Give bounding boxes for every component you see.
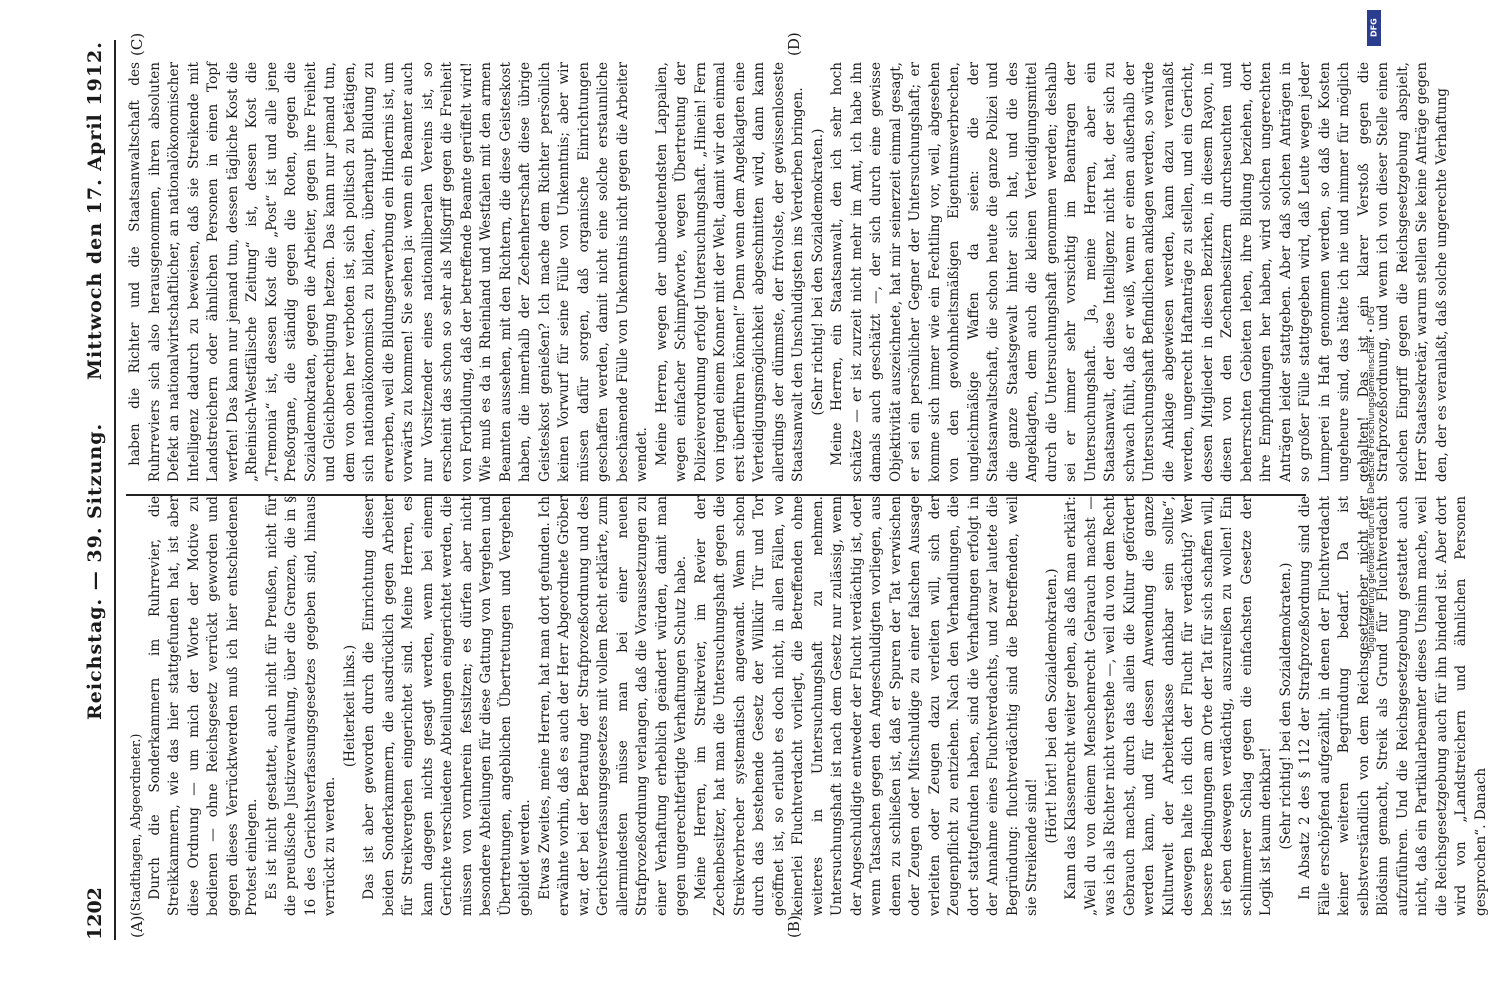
paragraph: (Stadthagen, Abgeordneter.) bbox=[128, 733, 143, 916]
paragraph: In Absatz 2 des § 112 der Strafprozeßordnung sind die Fälle erschöpfend aufgezählt, in denen der Fluchtverdacht keiner weiteren Begründung bedarf. Da ist selbstverständlich von dem Reichsgesetzgeber nicht der Blödsinn gemacht, Streik als Grund für Fluchtverdacht aufzuführen. Und die Reichsgesetzgebung gestattet auch nicht, daß ein Partikularbeamter dieses Unsinn mache, weil die Reichsgesetzgebung auch für ihn bindend ist. Aber dort wird von „Landstreichern und ähnlichen Personen gesprochen“. Danach bbox=[1297, 496, 1489, 916]
column-divider bbox=[126, 494, 1306, 496]
paragraph: Meine Herren, ein Staatsanwalt, den ich sehr hoch schätze — er ist zurzeit nicht mehr im Amt, ich habe ihn damals auch geschätzt —, der sich durch eine gewisse Objektivität auszeichnete, hat mir seinerzeit einmal gesagt, er sei ein persönlicher Gegner der Untersuchungshaft; er komme sich immer wie ein Fechtling vor, weil, abgesehen von den gewohnheitsmäßigen Eigentumsverbrechen, ungleichmäßige Waffen da seien: die der Staatsanwaltschaft, die schon heute die ganze Polizei und die ganze Staatsgewalt hinter sich hat, und die des Angeklagten, dem auch die kleinen Verteidigungsmittel durch die Untersuchungshaft genommen werden; deshalb sei er immer sehr vorsichtig im Beantragen der Untersuchungshaft. Ja, meine Herren, aber ein Staatsanwalt, der diese Intelligenz nicht hat, der sich zu schwach fühlt, daß er weiß, wenn er einen außerhalb der Untersuchungshaft Befindlichen anklagen werden, so würde die Anklage abgewiesen werden, kann dazu veranlaßt werden, ungerecht Haftanträge zu stellen, und ein Gericht, dessen Mitglieder in diesen Bezirken, in diesem Rayon, in diesen von den Zechenbesitzern durchseuchten und beherrschten Gebieten leben, ihre Bildung beziehen, dort ihre Empfindungen her haben, wird solchen ungerechten Anträgen leider stattgeben. Aber daß solchen Anträgen in so großer Fülle stattgegeben wird, daß Leute wegen jeder Lumperei in Haft genommen werden, so daß die Kosten ungeheure sind, das hätte ich nie und nimmer für möglich gehalten! Das ist ein klarer Verstoß gegen die Strafprozeßordnung, und wenn ich von dieser Stelle einen solchen Eingriff gegen die Reichsgesetzgebung abspielt, Herr Staatssekretär, warum stellen Sie keine Anträge gegen den, der es veranlaßt, daß solche ungerechte Verhaftung bbox=[829, 62, 1450, 482]
paragraph: Durch die Sonderkammern im Ruhrrevier, die Streikkammern, wie das hier stattgefunden hat, ist aber diese Ordnung — um mich der Worte der Motive zu bedienen — ohne Reichsgesetz verrückt geworden und gegen dieses Verrücktwerden muß ich hier entschiedenen Protest einlegen. bbox=[146, 496, 260, 916]
page-number: 1202 bbox=[84, 887, 106, 940]
interjection: (Sehr richtig! bei den Sozialdemokraten.) bbox=[809, 128, 826, 416]
margin-marker-d: (D) bbox=[785, 32, 803, 56]
interjection: (Heiterkeit links.) bbox=[341, 644, 358, 768]
interjection: (Sehr richtig! bei den Sozialdemokraten.) bbox=[1277, 562, 1294, 850]
session-title: Reichstag. — 39. Sitzung. bbox=[84, 422, 106, 720]
digitization-credit: Digitalisierung gefördert durch die Deutsche Forschungsgemeinschaft • DFG bbox=[1367, 306, 1377, 652]
paragraph: Meine Herren, im Streikrevier, im Revier der Zechenbesitzer, hat man die Untersuchungshaft gegen die Streikverbrecher systematisch angewandt. Wenn schon durch das bestehende Gesetz der Willkür Tür und Tor geöffnet ist, so erlaubt es doch nicht, in allen Fällen, wo keinerlei Fluchtverdacht vorliegt, die Betreffenden ohne weiteres in Untersuchungshaft zu nehmen. Untersuchungshaft ist nach dem Gesetz nur zulässig, wenn der Angeschuldigte entweder der Flucht verdächtig ist, oder wenn Tatsachen gegen den Angeschuldigten vorliegen, aus denen zu schließen ist, daß er Spuren der Tat verwischen oder Zeugen oder Mitschuldige zu einer falschen Aussage verleiten oder Zeugen dazu verleiten will, sich der Zeugenpflicht zu entziehen. Nach den Verhandlungen, die dort stattgefunden haben, sind die Verhaftungen erfolgt in der Annahme eines Fluchtverdachts, und zwar lautete die Begründung: fluchtverdächtig sind die Betreffenden, weil sie Streikende sind! bbox=[692, 496, 1040, 916]
left-column bbox=[126, 496, 1489, 916]
paragraph: Es ist nicht gestattet, auch nicht für Preußen, nicht für die preußische Justizverwaltung, über die Grenzen, die in § 16 des Gerichtsverfassungsgesetzes gegeben sind, hinaus verrückt zu werden. bbox=[263, 496, 338, 916]
paragraph: Das ist aber geworden durch die Einrichtung dieser beiden Sonderkammern, die ausdrücklich gegen Arbeiter für Streikvergehen eingerichtet sind. Meine Herren, es kann dagegen nichts gesagt werden, wenn bei einem Gerichte verschiedene Abteilungen eingerichtet werden, die müssen von vornherein festsitzen; es dürfen aber nicht besondere Abteilungen für diese Gattung von Vergehen und Übertretungen, angeblichen Übertretungen und Vergehen gebildet werden. bbox=[361, 496, 533, 916]
session-date: Mittwoch den 17. April 1912. bbox=[84, 41, 106, 380]
paragraph: Etwas Zweites, meine Herren, hat man dort gefunden. Ich erwähnte vorhin, daß es auch der Herr Abgeordnete Gröber war, der bei der Beratung der Strafprozeßordnung und des Gerichtsverfassungsgesetzes mit vollem Recht erklärte, zum allermindesten müsse man bei einer neuen Strafprozeßordnung verlangen, daß die Voraussetzungen zu einer Verhaftung erheblich geändert würden, damit man gegen ungerechtfertigte Verhaftungen Schutz habe. bbox=[536, 496, 689, 916]
margin-marker-c: (C) bbox=[128, 32, 146, 56]
interjection: (Hört! hört! bei den Sozialdemokraten.) bbox=[1043, 568, 1060, 844]
margin-marker-b: (B) bbox=[785, 915, 803, 938]
margin-marker-a: (A) bbox=[128, 915, 146, 938]
paragraph: haben die Richter und die Staatsanwaltschaft des Ruhrreviers sich also herausgenommen, ihren absoluten Defekt an nationalwirtschaftlicher, an nationalökonomischer Intelligenz dadurch zu beweisen, daß sie Streikende mit Landstreichern oder ähnlichen Personen in einen Topf werfen! Das kann nur jemand tun, dessen tägliche Kost die „Rheinisch-Westfälische Zeitung“ ist, dessen Kost die „Tremonia“ ist, dessen Kost die „Post“ ist und alle jene Preßorgane, die ständig gegen die Roten, gegen die Sozialdemokraten, gegen die Arbeiter, gegen ihre Freiheit und Gleichberechtigung hetzen. Das kann nur jemand tun, dem von oben her verboten ist, sich politisch zu betätigen, sich nationalökonomisch zu bilden, überhaupt Bildung zu erwerben, weil die Bildungserwerbung ein Hindernis ist, um vorwärts zu kommen! Sie sehen ja: wenn ein Beamter auch nur Vorsitzender eines nationalliberalen Vereins ist, so erscheint das schon so sehr als Mißgriff gegen die Freiheit von Fortbildung, daß der betreffende Beamte gerüffelt wird! Wie muß es da in Rheinland und Westfalen mit den armen Beamten aussehen, mit den Richtern, die diese Geisteskost haben, die innerhalb der Zechenherrschaft diese übrige Geisteskost genießen? Ich mache dem Richter persönlich keinen Vorwurf für seine Fülle von Unkenntnis; aber wir müssen dafür sorgen, daß organische Einrichtungen geschaffen werden, damit nicht eine solche erstaunliche beschämende Fülle von Unkenntnis nicht gegen die Arbeiter wendet. bbox=[127, 62, 650, 482]
page-header bbox=[80, 40, 116, 940]
dfg-logo: DFG bbox=[1367, 10, 1381, 46]
paragraph: Kann das Klassenrecht weiter gehen, als daß man erklärt: „Weil du von deinem Menschenrecht Gebrauch machst — was ich als Richter nicht verstehe —, weil du von dem Recht Gebrauch machst, durch das allein die Kultur gefördert werden kann, und für dessen Anwendung die ganze Kulturwelt der Arbeiterklasse dankbar sein sollte“, deswegen halte ich dich der Flucht für verdächtig? Wer bessere Bedingungen am Orte der Tat für sich schaffen will, ist eben deswegen verdächtig, auszureißen zu wollen! Ein schlimmerer Schlag gegen die einfachsten Gesetze der Logik ist kaum denkbar! bbox=[1063, 496, 1274, 916]
paragraph: Meine Herren, wegen der unbedeutendsten Lappalien, wegen einfacher Schimpfworte, wegen Übertretung der Polizeiverordnung erfolgt Untersuchungshaft. „Hinein! Fern von irgend einem Konner mit der Welt, damit wir den einmal erst überführen können!“ Denn wenn dem Angeklagten eine Verteidigungsmöglichkeit abgeschnitten wird, dann kann allerdings der dümmste, der frivolste, der gewissenloseste Staatsanwalt den Unschuldigsten ins Verderben bringen. bbox=[653, 62, 806, 482]
